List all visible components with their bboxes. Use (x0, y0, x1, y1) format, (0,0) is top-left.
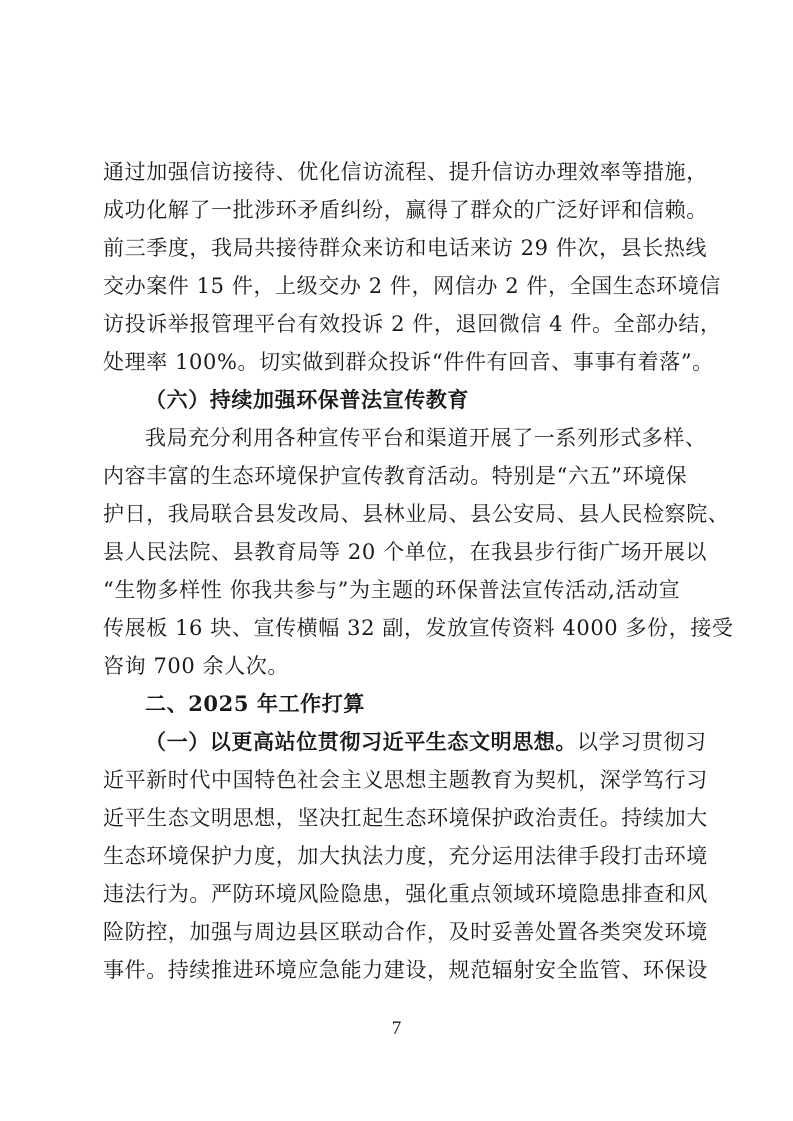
text-line: 险防控，加强与周边县区联动合作，及时妥善处置各类突发环境 (103, 920, 708, 944)
paragraph-plan-item-1 (103, 723, 708, 989)
text-line: 成功化解了一批涉环矛盾纠纷，赢得了群众的广泛好评和信赖。 (103, 198, 708, 222)
text-line: 我局充分利用各种宣传平台和渠道开展了一系列形式多样、 (145, 426, 707, 450)
text-line: 前三季度，我局共接待群众来访和电话来访 29 件次，县长热线 (103, 236, 708, 260)
text-line: “生物多样性 你我共参与”为主题的环保普法宣传活动,活动宣 (103, 578, 681, 602)
text-line: 生态环境保护力度，加大执法力度，充分运用法律手段打击环境 (103, 844, 708, 868)
text-line: 传展板 16 块、宣传横幅 32 副，发放宣传资料 4000 多份，接受 (103, 616, 734, 640)
text-line: 近平生态文明思想，坚决扛起生态环境保护政治责任。持续加大 (103, 806, 708, 830)
inline-text: 以学习贯彻习 (577, 730, 707, 754)
text-line: 县人民法院、县教育局等 20 个单位，在我县步行街广场开展以 (103, 540, 708, 564)
text-line: 咨询 700 余人次。 (103, 654, 290, 678)
text-line: 近平新时代中国特色社会主义思想主题教育为契机，深学笃行习 (103, 768, 708, 792)
text-line: 违法行为。严防环境风险隐患，强化重点领域环境隐患排查和风 (103, 882, 708, 906)
paragraph-publicity-education (103, 419, 734, 685)
text-line: 交办案件 15 件，上级交办 2 件，网信办 2 件，全国生态环境信 (103, 274, 721, 298)
paragraph-complaint-handling (103, 153, 722, 381)
text-line: 护日，我局联合县发改局、县林业局、县公安局、县人民检察院、 (103, 502, 730, 526)
chapter-heading: 二、2025 年工作打算 (145, 691, 365, 716)
inline-heading: （一）以更高站位贯彻习近平生态文明思想。 (145, 729, 577, 754)
text-line: 处理率 100%。切实做到群众投诉“件件有回音、事事有着落”。 (103, 350, 714, 374)
body-text (103, 153, 734, 989)
text-line: 内容丰富的生态环境保护宣传教育活动。特别是“六五”环境保 (103, 464, 688, 488)
text-line (103, 723, 707, 761)
text-line: 事件。持续推进环境应急能力建设，规范辐射安全监管、环保设 (103, 958, 708, 982)
page-number: 7 (391, 1018, 402, 1039)
section-heading: （六）持续加强环保普法宣传教育 (145, 387, 469, 412)
text-line: 通过加强信访接待、优化信访流程、提升信访办理效率等措施， (103, 160, 708, 184)
text-line: 访投诉举报管理平台有效投诉 2 件，退回微信 4 件。全部办结， (103, 312, 722, 336)
